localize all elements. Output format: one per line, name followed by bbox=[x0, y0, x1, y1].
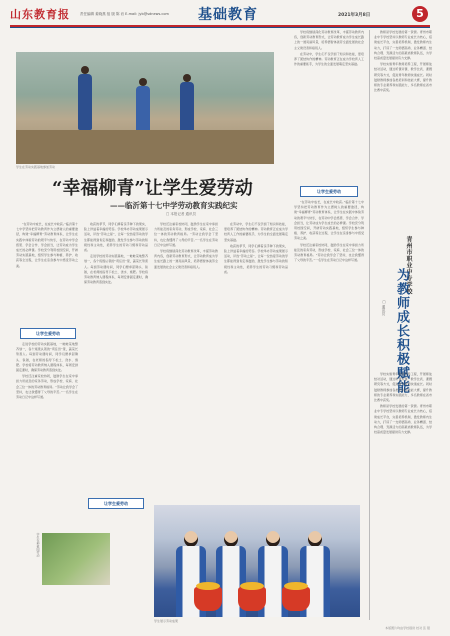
masthead-divider-thin bbox=[10, 27, 430, 28]
page-footer: 本版图片均由学校提供 校对 张 强 bbox=[385, 626, 430, 630]
paragraph: 在劳动中，学生们不仅学到了知识和技能，更培养了团结协作的精神。劳动教育正在成为学校育人工作的重要抓手，为学生的全面发展奠定坚实基础。 bbox=[294, 51, 364, 67]
main-story-column bbox=[16, 222, 78, 322]
column-divider bbox=[369, 30, 370, 620]
paragraph: 教师是学校发展的第一资源。青州市职业中专学校坚持以教师专业成长为核心，搭建成长平台，完善培养机制，激发教师内生动力，打造了一支师德高尚、业务精湛、结构合理、充满活力的高素质教师队伍，为学校高质量发展提供有力支撑。 bbox=[374, 404, 432, 435]
subsection-label: 让学生爱劳动 bbox=[20, 328, 76, 339]
paragraph: 在劳动中，学生们不仅学到了知识和技能，更培养了团结协作的精神。劳动教育正在成为学校育人工作的重要抓手，为学生的全面发展奠定坚实基础。 bbox=[224, 222, 288, 242]
subsection-label: 让学生爱劳动 bbox=[88, 498, 144, 509]
top-photo-caption: 学生在劳动实践基地参加劳动 bbox=[16, 165, 56, 169]
paragraph: 学校实施青年教师培养工程，开展师徒结对活动，通过听课评课、教学比武、课题研究等方式，促进青年教师快速成长。同时鼓励教师参加各类培训和技能大赛，提升教师的专业素养和实践能力，多名教师在省市比赛中获奖。 bbox=[374, 62, 432, 93]
paragraph: 收获的季节，同学们捧着亲手种下的果实，脸上洋溢着幸福的笑容。学校举办劳动成果展示活动，评选“劳动之星”，让每一位热爱劳动的学生都能得到肯定和鼓励，激发学生参与劳动的积极性和主动性，培养学生的劳动习惯和劳动品质。 bbox=[84, 222, 148, 253]
bottom-photo-caption: 学生展示劳动成果 bbox=[154, 619, 179, 623]
side-story-column bbox=[374, 30, 432, 230]
side-story-column bbox=[374, 372, 432, 620]
paragraph: 学校还注重家校协同，鼓励学生在家中承担力所能及的家务劳动，形成学校、家庭、社会三位一体的劳动教育格局。“劳动让我学会了坚持，也让我懂得了父母的辛苦。”一名学生在劳动日记中这样写道。 bbox=[154, 222, 218, 247]
editor-credits: 责任编辑 姜晓燕 组 版 陈 岩 E-mail: jyb@sdnews.com bbox=[80, 12, 169, 16]
main-story-column bbox=[16, 342, 78, 524]
main-story-column bbox=[154, 222, 218, 498]
main-story-column bbox=[224, 222, 288, 498]
side-story-headline: 为教师成长积极赋能 bbox=[394, 268, 409, 394]
paragraph: 走进学校的劳动实践基地，一畦畦菜地整齐划一，各个班级认领的“责任田”里，蔬菜长势喜人。每到劳动课时间，同学们便拿起锄头、铁锹，在老师的指导下松土、浇水、施肥。学校将劳动教育纳入课程体系，每周安排固定课时，确保劳动教育落到实处。 bbox=[16, 342, 78, 373]
paragraph: 走进学校的劳动实践基地，一畦畦菜地整齐划一，各个班级认领的“责任田”里，蔬菜长势喜人。每到劳动课时间，同学们便拿起锄头、铁锹，在老师的指导下松土、浇水、施肥。学校将劳动教育纳入课程体系，每周安排固定课时，确保劳动教育落到实处。 bbox=[84, 254, 148, 285]
main-headline: “幸福柳青”让学生爱劳动 bbox=[52, 178, 253, 199]
paragraph: 收获的季节，同学们捧着亲手种下的果实，脸上洋溢着幸福的笑容。学校举办劳动成果展示活动，评选“劳动之星”，让每一位热爱劳动的学生都能得到肯定和鼓励，激发学生参与劳动的积极性和主动性，培养学生的劳动习惯和劳动品质。 bbox=[224, 243, 288, 274]
main-story-column bbox=[294, 30, 364, 180]
fruit-basket bbox=[238, 587, 266, 611]
main-story-column bbox=[294, 200, 364, 496]
top-photo-students-working bbox=[16, 52, 274, 164]
newspaper-logo: 山东教育报 bbox=[10, 8, 70, 21]
paragraph: “在劳动中成长，在成长中收获。”临沂第十七中学坚持把劳动教育作为立德树人的重要途径，构建“幸福柳青”劳动教育体系，让学生在实践中体验劳动的艰辛与快乐，在劳动中学会感恩、学会合作、学会担当，让劳动成为学生成长的必修课。学校充分利用校园空间，开辟劳动实践基地，组织学生参与种植、养护、收获等全过程，让学生在亲身参与中感受劳动之美。 bbox=[16, 222, 78, 268]
side-story-kicker: 青州市职业中专学校 bbox=[405, 236, 412, 295]
paragraph: 学校将继续深化劳动教育改革，丰富劳动教育内容，创新劳动教育形式，让劳动教育成为学生成长路上的一道亮丽风景，培养德智体美劳全面发展的社会主义建设者和接班人。 bbox=[154, 249, 218, 269]
page-number-badge: 5 bbox=[412, 6, 428, 22]
main-story-column bbox=[84, 222, 148, 492]
issue-date: 2021年3月8日 bbox=[338, 13, 371, 18]
paragraph: 教师是学校发展的第一资源。青州市职业中专学校坚持以教师专业成长为核心，搭建成长平台，完善培养机制，激发教师内生动力，打造了一支师德高尚、业务精湛、结构合理、充满活力的高素质教师队伍，为学校高质量发展提供有力支撑。 bbox=[374, 30, 432, 61]
side-story-byline: □ 通讯员 bbox=[382, 300, 386, 316]
bottom-left-photo-caption: 学生在种植园劳动 bbox=[36, 533, 40, 557]
paragraph: 学校将继续深化劳动教育改革，丰富劳动教育内容，创新劳动教育形式，让劳动教育成为学生成长路上的一道亮丽风景，培养德智体美劳全面发展的社会主义建设者和接班人。 bbox=[294, 30, 364, 50]
fruit-basket bbox=[194, 587, 222, 611]
section-title: 基础教育 bbox=[198, 7, 258, 23]
paragraph: 学校还注重家校协同，鼓励学生在家中承担力所能及的家务劳动，形成学校、家庭、社会三位一体的劳动教育格局。“劳动让我学会了坚持，也让我懂得了父母的辛苦。”一名学生在劳动日记中这样写道。 bbox=[16, 374, 78, 400]
paragraph: “在劳动中成长，在成长中收获。”临沂第十七中学坚持把劳动教育作为立德树人的重要途径，构建“幸福柳青”劳动教育体系，让学生在实践中体验劳动的艰辛与快乐，在劳动中学会感恩、学会合作、学会担当，让劳动成为学生成长的必修课。学校充分利用校园空间，开辟劳动实践基地，组织学生参与种植、养护、收获等全过程，让学生在亲身参与中感受劳动之美。 bbox=[294, 200, 364, 241]
subsection-label: 让学生爱劳动 bbox=[300, 186, 358, 197]
bottom-left-photo-garden bbox=[42, 533, 110, 585]
fruit-basket bbox=[282, 587, 310, 611]
bottom-photo-students-harvest bbox=[154, 505, 360, 617]
main-subhead: ——临沂第十七中学劳动教育实践纪实 bbox=[110, 201, 238, 210]
paragraph: 学校还注重家校协同，鼓励学生在家中承担力所能及的家务劳动，形成学校、家庭、社会三位一体的劳动教育格局。“劳动让我学会了坚持，也让我懂得了父母的辛苦。”一名学生在劳动日记中这样写道。 bbox=[294, 242, 364, 263]
paragraph: 学校实施青年教师培养工程，开展师徒结对活动，通过听课评课、教学比武、课题研究等方式，促进青年教师快速成长。同时鼓励教师参加各类培训和技能大赛，提升教师的专业素养和实践能力，多名教师在省市比赛中获奖。 bbox=[374, 372, 432, 403]
main-byline: □ 本报记者 通讯员 bbox=[166, 212, 197, 216]
